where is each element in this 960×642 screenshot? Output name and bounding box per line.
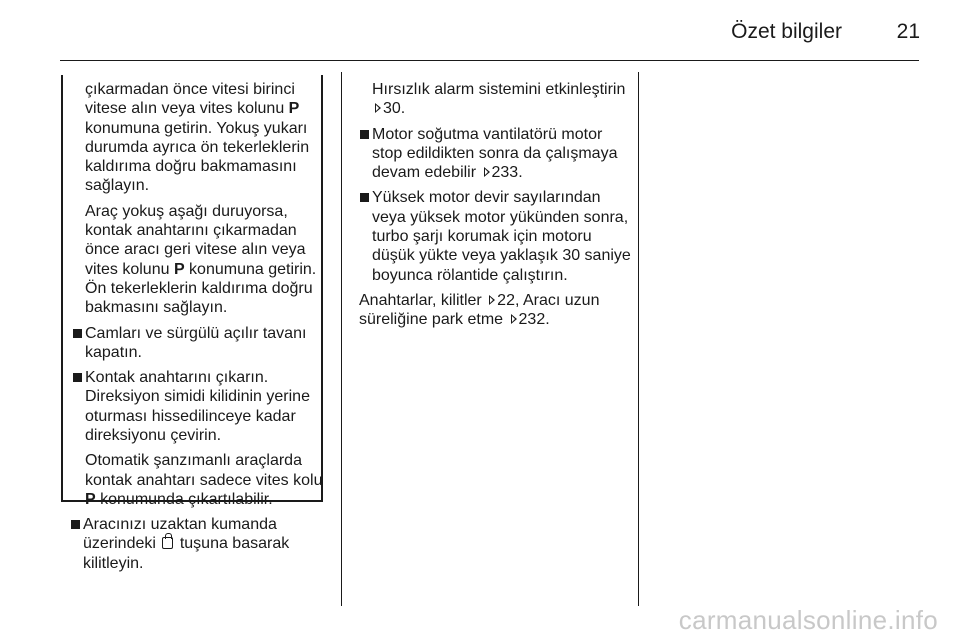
box-paragraph-2: Araç yokuş aşağı duruyorsa, kontak anahtarını çıkarmadan önce aracı geri vitese alın veya vites kolunu P konumuna getirin. Ön tekerleklerin kaldırıma doğru bakmasını sağlayın.	[85, 202, 317, 317]
bullet-cooling-fan: Motor soğutma vantilatörü motor stop edildikten sonra da çalışmaya devam edebilir 233.	[359, 125, 631, 183]
column-divider-2	[638, 72, 639, 606]
page-reference-arrow-icon	[489, 295, 495, 305]
page-ref-232[interactable]: 232.	[518, 311, 550, 329]
page-ref-30[interactable]: 30.	[383, 100, 406, 118]
bullet-square-icon	[73, 373, 82, 382]
box-paragraph-1: çıkarmadan önce vitesi birinci vitese alın veya vites kolunu P konumuna getirin. Yokuş yukarı durumda ayrıca ön tekerleklerin kaldırıma doğru bakmamasını sağlayın.	[85, 81, 310, 195]
lock-icon	[162, 537, 173, 549]
header-rule	[60, 60, 919, 61]
bullet-square-icon	[73, 329, 82, 338]
page-header	[0, 18, 960, 50]
page-title: Özet bilgiler	[731, 20, 842, 43]
page-reference-arrow-icon	[511, 314, 517, 324]
page-reference-arrow-icon	[375, 103, 381, 113]
page-reference-arrow-icon	[484, 167, 490, 177]
bullet-square-icon	[360, 193, 369, 202]
page-ref-22[interactable]: 22, Aracı uzun süreliğine park etme	[359, 291, 600, 329]
bullet-remove-key: Kontak anahtarını çıkarın. Direksiyon simidi kilidinin yerine oturması hissedilinceye kadar direksiyonu çevirin.	[63, 368, 330, 445]
box-paragraph-3: Otomatik şanzımanlı araçlarda kontak anahtarı sadece vites kolu P konumunda çıkartılabilir.	[85, 452, 323, 508]
bullet-lock-vehicle: Aracınızı uzaktan kumanda üzerindeki tuşuna basarak kilitleyin.	[61, 515, 323, 573]
page-number: 21	[896, 20, 920, 43]
column-2	[359, 80, 631, 336]
parking-instructions-box	[61, 75, 323, 508]
bullet-square-icon	[71, 520, 80, 529]
cross-references-paragraph: Anahtarlar, kilitler 22, Aracı uzun süreliğine park etme 232.	[359, 291, 600, 329]
column-1-lower	[61, 515, 323, 579]
page-ref-233[interactable]: 233.	[491, 164, 523, 182]
watermark: carmanualsonline.info	[678, 605, 938, 635]
bullet-close-windows: Camları ve sürgülü açılır tavanı kapatın.	[63, 324, 330, 363]
bullet-square-icon	[360, 130, 369, 139]
bullet-turbo-idle: Yüksek motor devir sayılarından veya yüksek motor yükünden sonra, turbo şarjı korumak için motoru düşük yükte veya yaklaşık 30 saniye boyunca rölantide çalıştırın.	[359, 188, 631, 284]
column-divider-1	[341, 72, 342, 606]
alarm-paragraph: Hırsızlık alarm sistemini etkinleştirin 30.	[372, 81, 626, 118]
